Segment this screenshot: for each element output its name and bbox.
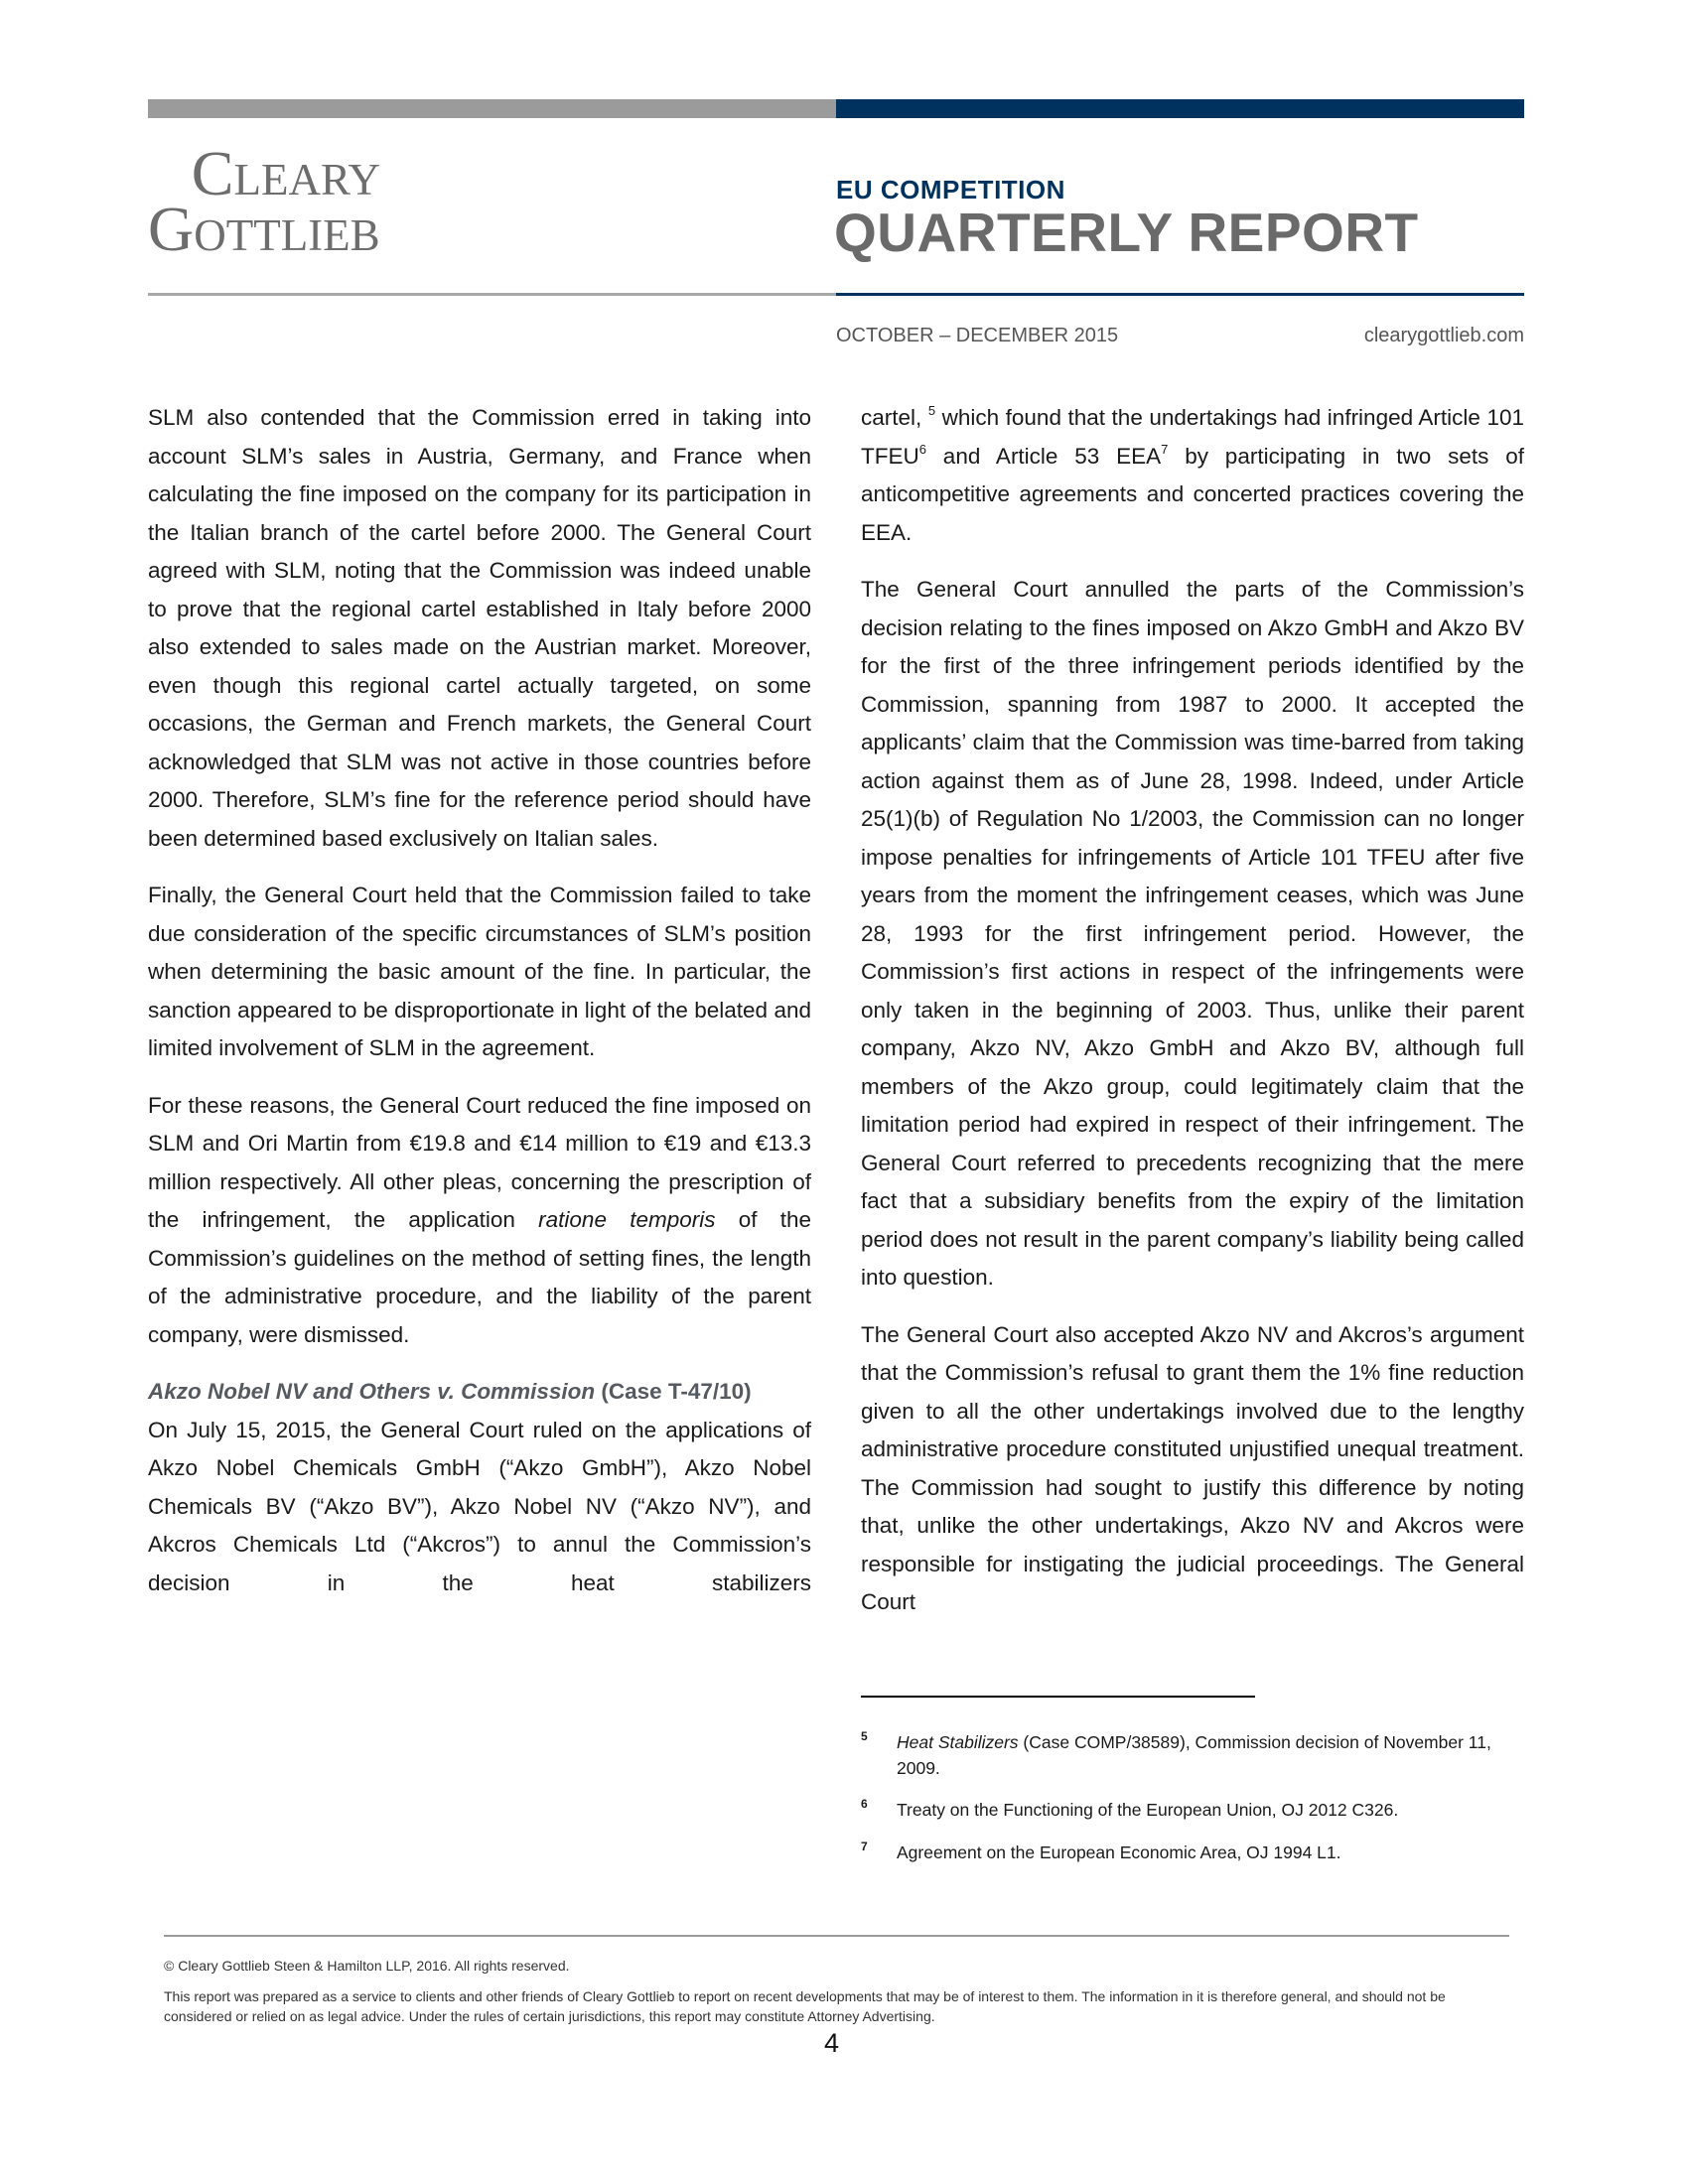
- header-rule-blue: [836, 293, 1524, 296]
- footnote-italic: Heat Stabilizers: [897, 1732, 1019, 1752]
- paragraph: The General Court also accepted Akzo NV and Akcros’s argument that the Commission’s refusal to grant them the 1% fine reduction given to all the other undertakings involved due to the lengthy administrative procedure constituted unjustified unequal treatment. The Commission had sought to justify this difference by noting that, unlike the other undertakings, Akzo NV and Akcros were responsible for instigating the judicial proceedings. The General Court: [861, 1321, 1524, 1614]
- case-number: (Case T-47/10): [595, 1379, 752, 1404]
- paragraph: Finally, the General Court held that the Commission failed to take due consideration of the specific circumstances of SLM’s position when determining the basic amount of the fine. In particular, the sanction appeared to be disproportionate in light of the belated and limited involvement of SLM in the agreement.: [148, 883, 811, 1060]
- footnote: [861, 1797, 1524, 1823]
- footnote-ref[interactable]: 5: [927, 403, 936, 418]
- right-column: [861, 399, 1524, 1641]
- footnote-number: 7: [861, 1840, 868, 1853]
- header-bar-blue: [836, 99, 1524, 118]
- copyright: © Cleary Gottlieb Steen & Hamilton LLP, 2016. All rights reserved.: [164, 1958, 570, 1974]
- paragraph: On July 15, 2015, the General Court ruled on the applications of Akzo Nobel Chemicals GmbH (“Akzo GmbH”), Akzo Nobel Chemicals BV (“Akzo BV”), Akzo Nobel NV (“Akzo NV”), and Akcros Chemicals Ltd (“Akcros”) to annul the Commission’s decision in the heat stabilizers: [148, 1417, 811, 1595]
- text: and Article 53 EEA: [925, 443, 1162, 469]
- footnote-text: Agreement on the European Economic Area, OJ 1994 L1.: [897, 1843, 1341, 1862]
- footnote: [861, 1840, 1524, 1865]
- text: For these reasons, the General Court reduced the fine imposed on SLM and Ori Martin from €19.8 and €14 million to €19 and €13.3 million respectively. All other pleas, concerning the prescription of the infringement, the application: [148, 1092, 811, 1232]
- case-heading: [148, 1373, 811, 1412]
- footnote-ref[interactable]: 7: [1161, 441, 1169, 457]
- case-title: Akzo Nobel NV and Others v. Commission: [148, 1379, 596, 1404]
- footnote-number: 6: [861, 1797, 868, 1811]
- footnote-separator: [861, 1696, 1255, 1698]
- header-bar-gray: [148, 99, 836, 118]
- footer-rule: [164, 1935, 1509, 1937]
- website-link[interactable]: clearygottlieb.com: [1363, 325, 1524, 346]
- text: cartel,: [861, 405, 922, 430]
- footnote: [861, 1729, 1524, 1781]
- logo-line-1: Cleary: [191, 138, 380, 208]
- paragraph: [148, 1087, 811, 1355]
- left-column: [148, 399, 811, 1621]
- footnote-number: 5: [861, 1729, 868, 1743]
- report-title: QUARTERLY REPORT: [834, 202, 1419, 263]
- report-period: OCTOBER – DECEMBER 2015: [836, 325, 1119, 346]
- footnote-text: Treaty on the Functioning of the European Union, OJ 2012 C326.: [897, 1800, 1399, 1820]
- header-rule-gray: [148, 293, 836, 296]
- footnote-ref[interactable]: 6: [918, 441, 926, 457]
- paragraph: [861, 399, 1524, 552]
- text: of the Commission’s guidelines on the method of setting fines, the length of the administrative procedure, and the liability of the parent company, were dismissed.: [148, 1207, 811, 1347]
- page-number: 4: [824, 2028, 840, 2058]
- logo-line-2: Gottlieb: [148, 194, 380, 264]
- text: by participating in two sets of anticompetitive agreements and concerted practices covering the EEA.: [861, 443, 1524, 545]
- disclaimer: This report was prepared as a service to clients and other friends of Cleary Gottlieb to report on recent developments that may be of interest to them. The information in it is therefore general, and should not be considered or relied on as legal advice. Under the rules of certain jurisdictions, this report may constitute Attorney Advertising.: [164, 1988, 1446, 2024]
- paragraph: SLM also contended that the Commission erred in taking into account SLM’s sales in Austria, Germany, and France when calculating the fine imposed on the company for its participation in the Italian branch of the cartel before 2000. The General Court agreed with SLM, noting that the Commission was indeed unable to prove that the regional cartel established in Italy before 2000 also extended to sales made on the Austrian market. Moreover, even though this regional cartel actually targeted, on some occasions, the German and French markets, the General Court acknowledged that SLM was not active in those countries before 2000. Therefore, SLM’s fine for the reference period should have been determined based exclusively on Italian sales.: [148, 405, 811, 851]
- cleary-gottlieb-logo: [148, 138, 380, 264]
- paragraph: The General Court annulled the parts of the Commission’s decision relating to the fines imposed on Akzo GmbH and Akzo BV for the first of the three infringement periods identified by the Commission, spanning from 1987 to 2000. It accepted the applicants’ claim that the Commission was time-barred from taking action against them as of June 28, 1998. Indeed, under Article 25(1)(b) of Regulation No 1/2003, the Commission can no longer impose penalties for infringements of Article 101 TFEU after five years from the moment the infringement ceases, which was June 28, 1993 for the first infringement period. However, the Commission’s first actions in respect of the infringements were only taken in the beginning of 2003. Thus, unlike their parent company, Akzo NV, Akzo GmbH and Akzo BV, although full members of the Akzo group, could legitimately claim that the limitation period had expired in respect of their infringement. The General Court referred to precedents recognizing that the mere fact that a subsidiary benefits from the expiry of the limitation period does not result in the parent company’s liability being called into question.: [861, 577, 1524, 1290]
- report-series: EU COMPETITION: [836, 175, 1065, 205]
- footnote-text: (Case COMP/38589), Commission decision of November 11, 2009.: [897, 1732, 1491, 1778]
- text: which found that the undertakings had infringed Article 101 TFEU: [861, 405, 1524, 469]
- italic-term: ratione temporis: [538, 1207, 716, 1232]
